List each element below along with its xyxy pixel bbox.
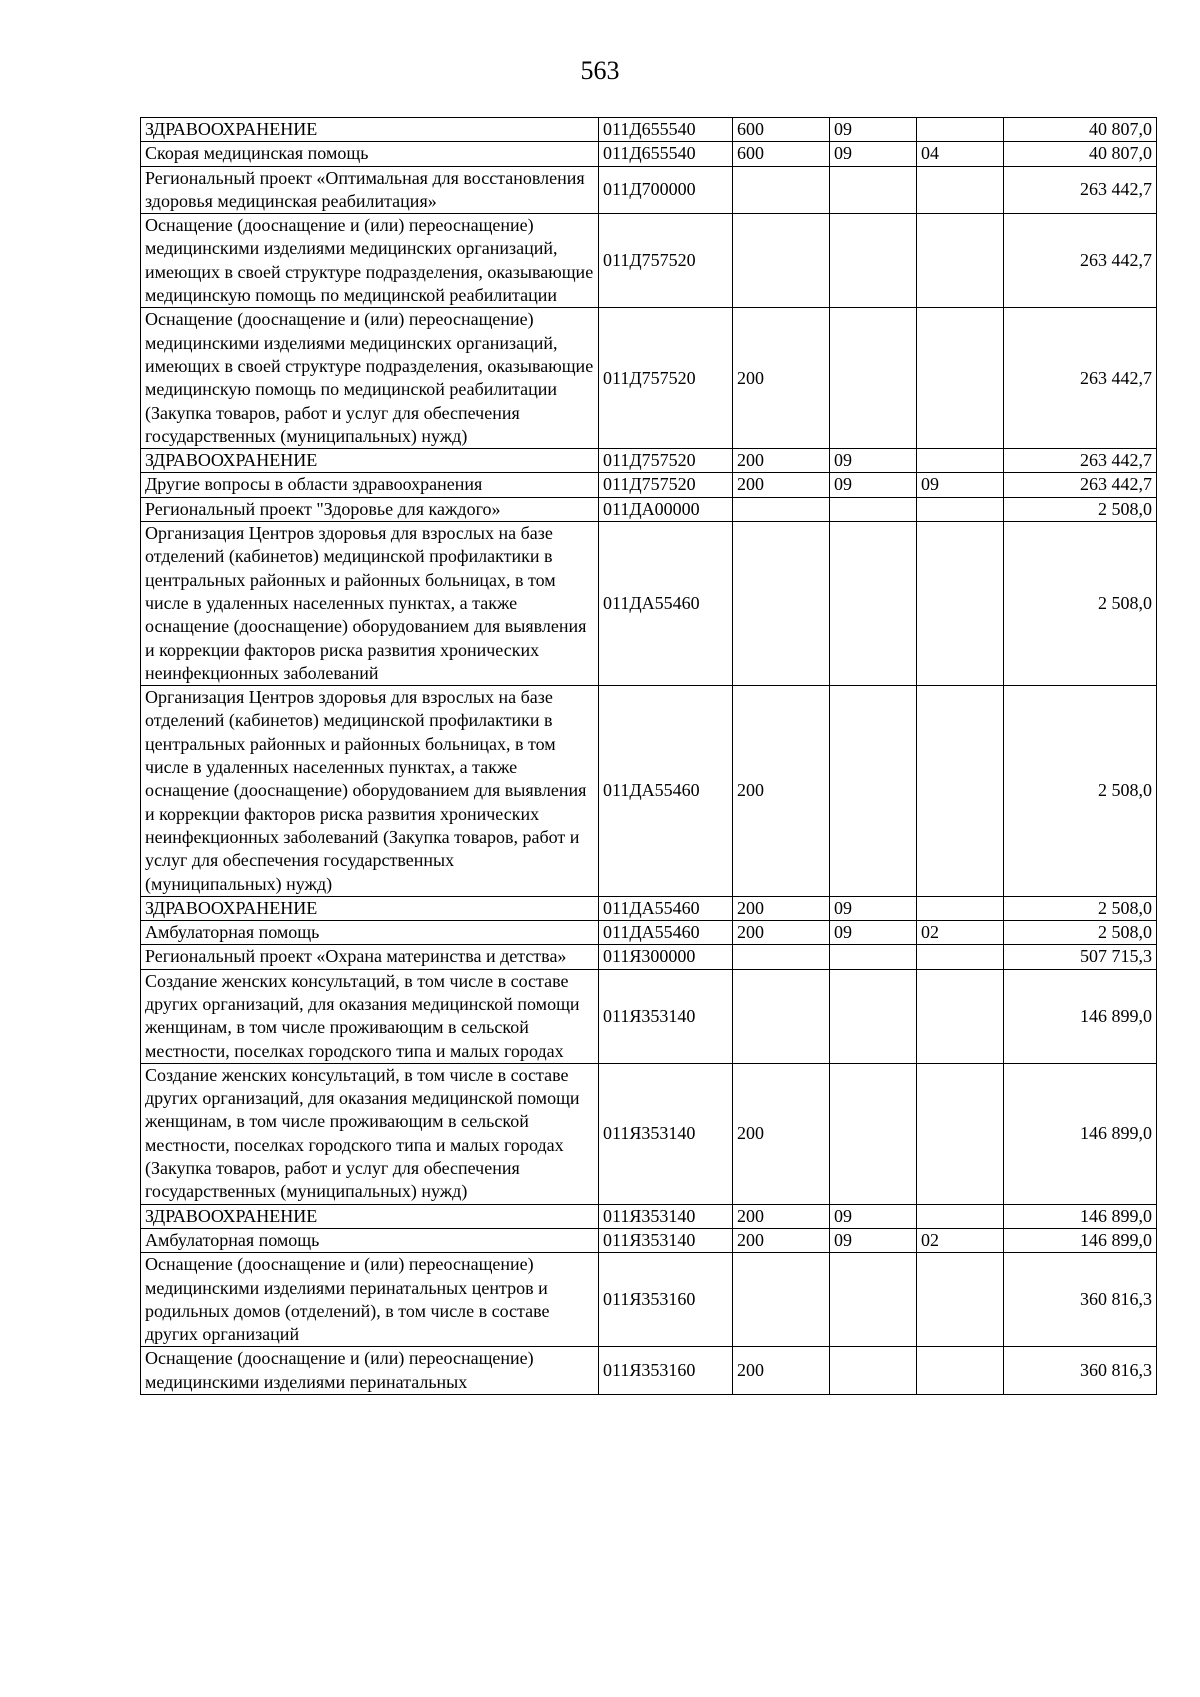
row-target-code: 011Д757520 [599,214,733,308]
row-amount: 360 816,3 [1004,1347,1157,1395]
row-section: 09 [830,473,917,497]
row-target-code: 011Я300000 [599,945,733,969]
table-row [141,1228,1157,1252]
row-expense-type: 200 [733,1063,830,1204]
row-target-code: 011ДА55460 [599,921,733,945]
row-name: Региональный проект «Оптимальная для восстановления здоровья медицинская реабилитация» [141,166,599,214]
table-row [141,945,1157,969]
row-name: ЗДРАВООХРАНЕНИЕ [141,449,599,473]
table-row [141,473,1157,497]
row-target-code: 011Я353160 [599,1253,733,1347]
row-subsection [917,497,1004,521]
row-subsection: 02 [917,921,1004,945]
row-target-code: 011Я353140 [599,1063,733,1204]
row-name: Скорая медицинская помощь [141,142,599,166]
row-target-code: 011Д757520 [599,449,733,473]
row-amount: 2 508,0 [1004,896,1157,920]
row-name: Региональный проект "Здоровье для каждого» [141,497,599,521]
row-subsection [917,1347,1004,1395]
row-section: 09 [830,921,917,945]
row-section [830,166,917,214]
row-expense-type: 200 [733,921,830,945]
row-section [830,1063,917,1204]
row-section: 09 [830,118,917,142]
row-section [830,522,917,686]
row-expense-type: 600 [733,142,830,166]
row-expense-type [733,969,830,1063]
row-amount: 40 807,0 [1004,142,1157,166]
row-expense-type: 600 [733,118,830,142]
row-subsection [917,449,1004,473]
row-amount: 263 442,7 [1004,308,1157,449]
row-expense-type: 200 [733,473,830,497]
row-subsection [917,166,1004,214]
row-expense-type [733,497,830,521]
row-target-code: 011Я353140 [599,1204,733,1228]
row-target-code: 011Д700000 [599,166,733,214]
row-amount: 360 816,3 [1004,1253,1157,1347]
row-amount: 2 508,0 [1004,522,1157,686]
row-subsection: 04 [917,142,1004,166]
row-amount: 2 508,0 [1004,497,1157,521]
row-section [830,497,917,521]
row-subsection [917,686,1004,897]
row-section: 09 [830,1228,917,1252]
row-name: Амбулаторная помощь [141,921,599,945]
row-expense-type: 200 [733,686,830,897]
row-amount: 2 508,0 [1004,921,1157,945]
row-name: Другие вопросы в области здравоохранения [141,473,599,497]
row-target-code: 011ДА00000 [599,497,733,521]
row-subsection: 02 [917,1228,1004,1252]
table-row [141,449,1157,473]
row-name: Создание женских консультаций, в том числе в составе других организаций, для оказания медицинской помощи женщинам, в том числе проживающим в сельской местности, поселках городского типа и малых городах (Закупка товаров, работ и услуг для обеспечения государственных (муниципальных) нужд) [141,1063,599,1204]
row-name: Региональный проект «Охрана материнства и детства» [141,945,599,969]
row-subsection [917,945,1004,969]
row-section [830,686,917,897]
row-expense-type: 200 [733,449,830,473]
row-expense-type: 200 [733,308,830,449]
row-expense-type [733,166,830,214]
table-row [141,896,1157,920]
row-section [830,1253,917,1347]
row-subsection [917,1204,1004,1228]
row-target-code: 011Д757520 [599,308,733,449]
table-row [141,497,1157,521]
row-section [830,969,917,1063]
row-amount: 40 807,0 [1004,118,1157,142]
row-subsection [917,214,1004,308]
budget-table-body [141,118,1157,1395]
row-name: Организация Центров здоровья для взрослых на базе отделений (кабинетов) медицинской профилактики в центральных районных и районных больницах, в том числе в удаленных населенных пунктах, а также оснащение (дооснащение) оборудованием для выявления и коррекции факторов риска развития хронических неинфекционных заболеваний (Закупка товаров, работ и услуг для обеспечения государственных (муниципальных) нужд) [141,686,599,897]
row-subsection [917,1253,1004,1347]
row-section [830,1347,917,1395]
row-name: Оснащение (дооснащение и (или) переоснащение) медицинскими изделиями перинатальных [141,1347,599,1395]
row-amount: 263 442,7 [1004,449,1157,473]
table-row [141,686,1157,897]
row-subsection [917,118,1004,142]
page-number: 563 [580,56,620,85]
row-expense-type [733,522,830,686]
budget-table [140,117,1157,1395]
row-target-code: 011ДА55460 [599,522,733,686]
row-name: ЗДРАВООХРАНЕНИЕ [141,1204,599,1228]
row-amount: 146 899,0 [1004,1063,1157,1204]
row-subsection [917,969,1004,1063]
row-section: 09 [830,1204,917,1228]
table-row [141,1347,1157,1395]
table-row [141,308,1157,449]
row-section [830,308,917,449]
row-amount: 263 442,7 [1004,214,1157,308]
row-expense-type [733,1253,830,1347]
row-name: Создание женских консультаций, в том числе в составе других организаций, для оказания медицинской помощи женщинам, в том числе проживающим в сельской местности, поселках городского типа и малых городах [141,969,599,1063]
row-target-code: 011Д757520 [599,473,733,497]
row-expense-type: 200 [733,1228,830,1252]
row-target-code: 011Я353140 [599,969,733,1063]
row-amount: 146 899,0 [1004,1228,1157,1252]
row-name: ЗДРАВООХРАНЕНИЕ [141,896,599,920]
row-expense-type [733,214,830,308]
row-target-code: 011Д655540 [599,142,733,166]
row-expense-type: 200 [733,896,830,920]
row-subsection [917,896,1004,920]
row-amount: 2 508,0 [1004,686,1157,897]
row-name: Организация Центров здоровья для взрослых на базе отделений (кабинетов) медицинской профилактики в центральных районных и районных больницах, в том числе в удаленных населенных пунктах, а также оснащение (дооснащение) оборудованием для выявления и коррекции факторов риска развития хронических неинфекционных заболеваний [141,522,599,686]
table-row [141,1204,1157,1228]
table-row [141,1063,1157,1204]
row-target-code: 011Я353160 [599,1347,733,1395]
row-amount: 146 899,0 [1004,969,1157,1063]
table-row [141,214,1157,308]
row-target-code: 011Я353140 [599,1228,733,1252]
row-section [830,945,917,969]
row-section: 09 [830,142,917,166]
row-name: ЗДРАВООХРАНЕНИЕ [141,118,599,142]
row-expense-type: 200 [733,1347,830,1395]
row-section: 09 [830,449,917,473]
row-subsection [917,522,1004,686]
row-name: Оснащение (дооснащение и (или) переоснащение) медицинскими изделиями медицинских организаций, имеющих в своей структуре подразделения, оказывающие медицинскую помощь по медицинской реабилитации [141,214,599,308]
table-row [141,142,1157,166]
row-amount: 263 442,7 [1004,166,1157,214]
row-section: 09 [830,896,917,920]
row-section [830,214,917,308]
row-target-code: 011Д655540 [599,118,733,142]
row-subsection [917,1063,1004,1204]
table-row [141,969,1157,1063]
table-row [141,1253,1157,1347]
table-row [141,921,1157,945]
row-amount: 263 442,7 [1004,473,1157,497]
row-name: Оснащение (дооснащение и (или) переоснащение) медицинскими изделиями медицинских организаций, имеющих в своей структуре подразделения, оказывающие медицинскую помощь по медицинской реабилитации (Закупка товаров, работ и услуг для обеспечения государственных (муниципальных) нужд) [141,308,599,449]
table-row [141,118,1157,142]
table-row [141,166,1157,214]
row-target-code: 011ДА55460 [599,896,733,920]
row-subsection [917,308,1004,449]
row-expense-type [733,945,830,969]
row-amount: 507 715,3 [1004,945,1157,969]
row-name: Оснащение (дооснащение и (или) переоснащение) медицинскими изделиями перинатальных центров и родильных домов (отделений), в том числе в составе других организаций [141,1253,599,1347]
row-expense-type: 200 [733,1204,830,1228]
row-subsection: 09 [917,473,1004,497]
table-row [141,522,1157,686]
row-name: Амбулаторная помощь [141,1228,599,1252]
row-target-code: 011ДА55460 [599,686,733,897]
row-amount: 146 899,0 [1004,1204,1157,1228]
